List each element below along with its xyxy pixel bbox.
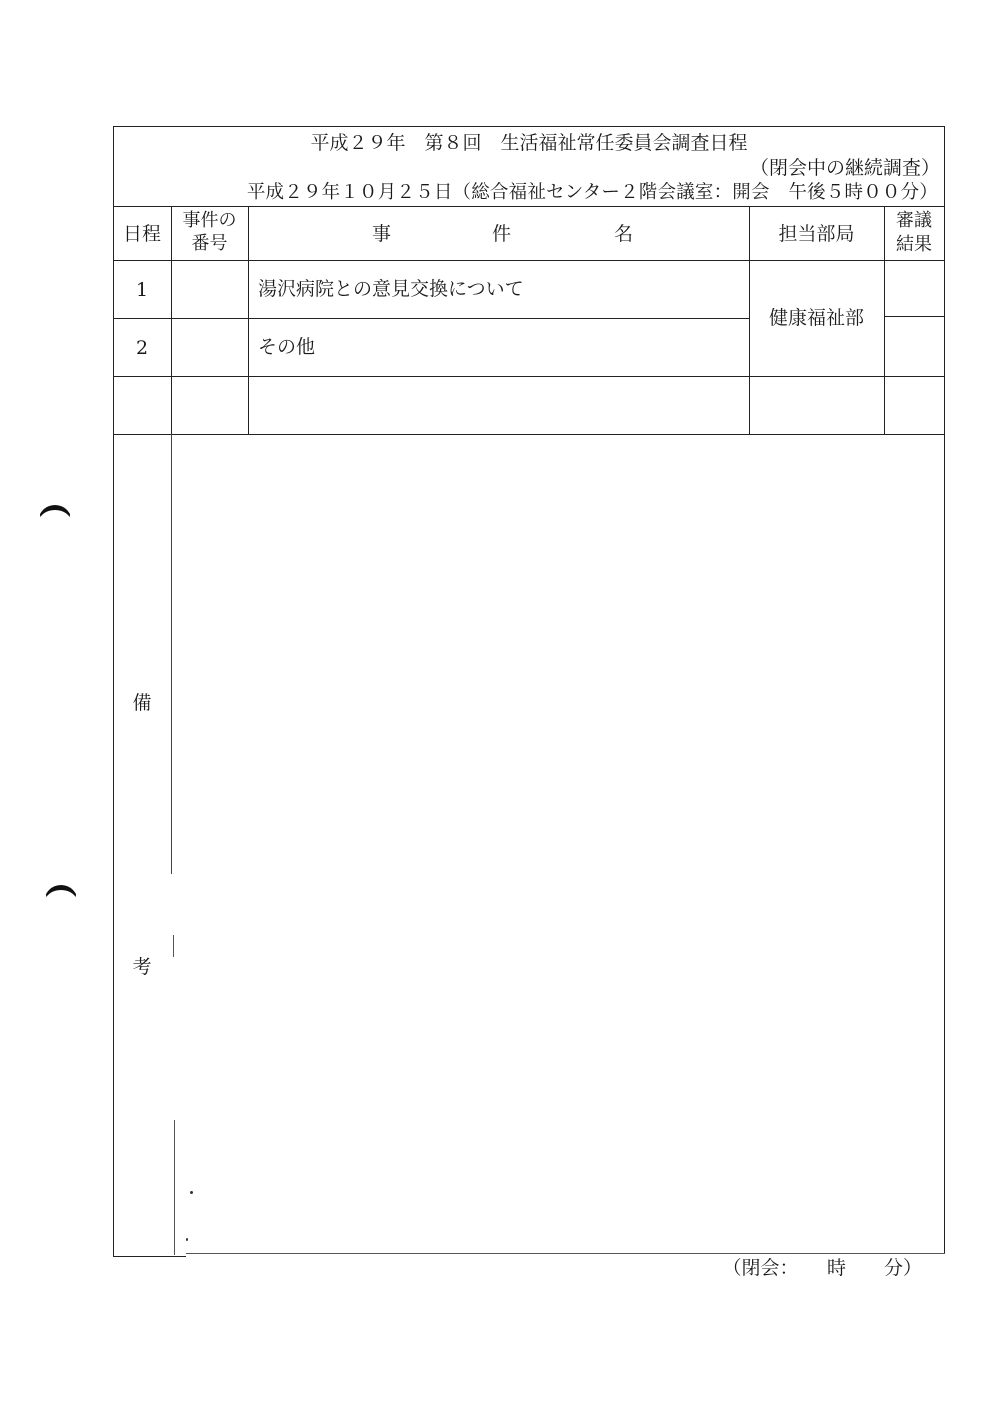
closing-time: （閉会： 時 分）: [722, 1257, 922, 1279]
remarks-label-bottom: 考: [132, 956, 152, 978]
row-1-result-bottom: [884, 316, 945, 317]
col-divider-number: [248, 206, 249, 434]
row-2-schedule: 2: [135, 337, 149, 359]
scan-speck: [190, 1191, 193, 1194]
header-case-name-char2: 件: [492, 223, 512, 245]
remarks-label-top: 備: [132, 692, 152, 714]
row-3-bottom: [113, 434, 945, 435]
row-1-case-name: 湯沢病院との意見交換について: [258, 278, 524, 300]
header-row-top: [113, 206, 945, 207]
header-result-line2: 結果: [896, 234, 932, 255]
row-2-bottom: [113, 376, 945, 377]
header-department: 担当部局: [778, 223, 855, 245]
frame-top: [113, 126, 945, 127]
header-schedule: 日程: [122, 223, 161, 245]
frame-bottom-left: [113, 1256, 186, 1257]
remarks-divider-lower: [174, 1120, 175, 1255]
header-case-name-char1: 事: [372, 223, 392, 245]
schedule-title: 平成２９年 第８回 生活福祉常任委員会調査日程: [310, 132, 748, 154]
schedule-subtitle: （閉会中の継続調査）: [749, 157, 940, 179]
header-result-line1: 審議: [896, 210, 932, 231]
frame-right: [944, 126, 945, 1253]
row-1-bottom: [113, 318, 750, 319]
row-1-schedule: 1: [135, 279, 149, 301]
header-case-name-char3: 名: [614, 223, 634, 245]
remarks-divider-mid: [173, 935, 174, 957]
punch-hole-mark: [38, 505, 72, 539]
header-row-bottom: [113, 260, 945, 261]
frame-bottom-right: [186, 1253, 945, 1254]
header-case-number-line1: 事件の: [182, 210, 237, 231]
row-2-case-name: その他: [258, 336, 316, 358]
punch-hole-mark: [44, 885, 78, 919]
scan-speck: [186, 1238, 188, 1241]
department-merged-cell: 健康福祉部: [768, 307, 864, 329]
header-case-number-line2: 番号: [191, 233, 228, 254]
remarks-divider-upper: [171, 434, 172, 874]
meeting-date-line: 平成２９年１０月２５日（総合福祉センター２階会議室：開会 午後５時００分）: [246, 182, 938, 203]
